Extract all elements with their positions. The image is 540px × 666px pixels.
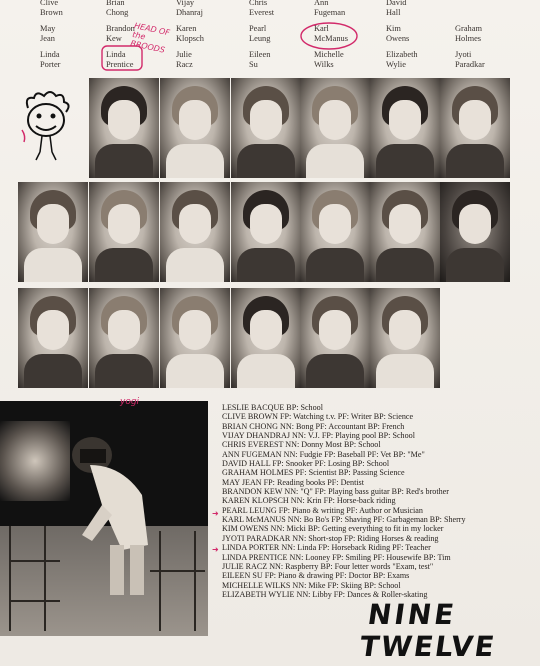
- last-name: Everest: [249, 8, 275, 17]
- student-portrait: [300, 182, 370, 282]
- caption-line: CLIVE BROWN FP: Watching t.v. PF: Writer BP: Science: [222, 412, 414, 422]
- first-name: Michelle: [314, 50, 344, 59]
- caption-line: EILEEN SU FP: Piano & drawing PF: Doctor BP: Exams: [222, 571, 410, 581]
- student-portrait: [231, 288, 301, 388]
- last-name: Jean: [40, 34, 55, 43]
- first-name: Clive: [40, 0, 59, 7]
- student-portrait: [89, 78, 159, 178]
- first-name: Karl: [314, 24, 329, 33]
- first-name: Karen: [176, 24, 197, 33]
- caption-line: DAVID HALL FP: Snooker PF: Losing BP: School: [222, 459, 390, 469]
- head-note-handwriting: HEAD OF the BROODS: [129, 21, 171, 55]
- first-name: Linda: [106, 50, 126, 59]
- student-portrait: [18, 288, 88, 388]
- student-portrait: [370, 288, 440, 388]
- title-line-2: TWELVE: [357, 630, 499, 663]
- first-name: David: [386, 0, 407, 7]
- last-name: Holmes: [455, 34, 482, 43]
- title-line-1: NINE: [365, 598, 459, 631]
- first-name: Jyoti: [455, 50, 472, 59]
- student-portrait: [160, 182, 230, 282]
- first-name: Vijay: [176, 0, 195, 7]
- last-name: Dhanraj: [176, 8, 203, 17]
- student-portrait: [89, 288, 159, 388]
- last-name: McManus: [314, 34, 348, 43]
- signature-handwriting: yogi: [120, 397, 140, 407]
- caption-line: BRIAN CHONG NN: Bong PF: Accountant BP: French: [222, 421, 405, 431]
- pink-arrow-icon: ➜: [212, 545, 219, 554]
- student-portrait: [370, 182, 440, 282]
- caption-line: MAY JEAN FP: Reading books PF: Dentist: [222, 477, 364, 487]
- last-name: Paradkar: [455, 60, 485, 69]
- caption-line: JYOTI PARADKAR NN: Short-stop FP: Riding Horses & reading: [222, 533, 439, 543]
- student-portrait: [160, 288, 230, 388]
- caption-line: ANN FUGEMAN NN: Fudgie FP: Baseball PF: Vet BP: "Me": [222, 449, 425, 459]
- student-portrait: [300, 78, 370, 178]
- student-portrait: [300, 288, 370, 388]
- caption-line: JULIE RACZ NN: Raspberry BP: Four letter words "Exam, test": [222, 561, 434, 571]
- caption-line: GRAHAM HOLMES PF: Scientist BP: Passing Science: [222, 468, 405, 478]
- first-name: Pearl: [249, 24, 267, 33]
- welding-snapshot-photo: [0, 401, 208, 636]
- last-name: Porter: [40, 60, 61, 69]
- caption-line: VIJAY DHANDRAJ NN: V.J. FP: Playing pool BP: School: [222, 431, 415, 441]
- student-portrait: [231, 182, 301, 282]
- caption-line: LINDA PRENTICE NN: Looney FP: Smiling PF: Housewife BP: Tim: [222, 552, 451, 562]
- karl-circle: [301, 23, 357, 49]
- first-name: Chris: [249, 0, 268, 7]
- first-name: Eileen: [249, 50, 271, 59]
- first-name: Elizabeth: [386, 50, 418, 59]
- first-name: Ann: [314, 0, 329, 7]
- caption-line: LESLIE BACQUE BP: School: [222, 403, 323, 412]
- student-portrait: [89, 182, 159, 282]
- last-name: Racz: [176, 60, 193, 69]
- last-name: Su: [249, 60, 258, 69]
- caption-line: LINDA PORTER NN: Linda FP: Horseback Riding PF: Teacher: [222, 543, 431, 553]
- student-captions: [222, 403, 537, 599]
- student-portrait: [370, 78, 440, 178]
- student-portrait: [18, 182, 88, 282]
- last-name: Brown: [40, 8, 63, 17]
- linda-prentice-box: [102, 46, 142, 70]
- last-name: Hall: [386, 8, 401, 17]
- first-name: Brian: [106, 0, 125, 7]
- caption-line: KARL McMANUS NN: Bo Bo's FP: Shaving PF: Garbageman BP: Sherry: [222, 515, 466, 525]
- caption-line: CHRIS EVEREST NN: Donny Most BP: School: [222, 440, 381, 450]
- last-name: Owens: [386, 34, 410, 43]
- caption-line: PEARL LEUNG FP: Piano & writing PF: Author or Musician: [222, 505, 423, 515]
- last-name: Wilks: [314, 60, 334, 69]
- caption-line: MICHELLE WILKS NN: Mike FP: Skiing BP: School: [222, 580, 401, 590]
- last-name: Wylie: [386, 60, 406, 69]
- first-name: Linda: [40, 50, 60, 59]
- last-name: Leung: [249, 34, 271, 43]
- pink-arrow-icon: ➜: [212, 509, 219, 518]
- last-name: Chong: [106, 8, 129, 17]
- last-name: Klopsch: [176, 34, 204, 43]
- last-name: Kew: [106, 34, 122, 43]
- caption-line: BRANDON KEW NN: "Q" FP: Playing bass guitar BP: Red's brother: [222, 487, 449, 497]
- first-name: Kim: [386, 24, 401, 33]
- caption-line: KAREN KLOPSCH NN: Krin FP: Horse-back riding: [222, 496, 396, 506]
- last-name: Fugeman: [314, 8, 346, 17]
- first-name: Graham: [455, 24, 482, 33]
- last-name: Prentice: [106, 60, 134, 69]
- caption-line: KIM OWENS NN: Micki BP: Getting everything to fit in my locker: [222, 524, 444, 534]
- caption-line: ELIZABETH WYLIE NN: Libby FP: Dances & Roller-skating: [222, 589, 428, 599]
- pink-annotations: [0, 0, 540, 90]
- face-doodle-icon: [20, 90, 72, 162]
- student-portrait: [160, 78, 230, 178]
- first-name: May: [40, 24, 56, 33]
- first-name: Julie: [176, 50, 192, 59]
- student-portrait: [231, 78, 301, 178]
- student-portrait: [440, 182, 510, 282]
- student-portrait: [440, 78, 510, 178]
- first-name: Brandon: [106, 24, 135, 33]
